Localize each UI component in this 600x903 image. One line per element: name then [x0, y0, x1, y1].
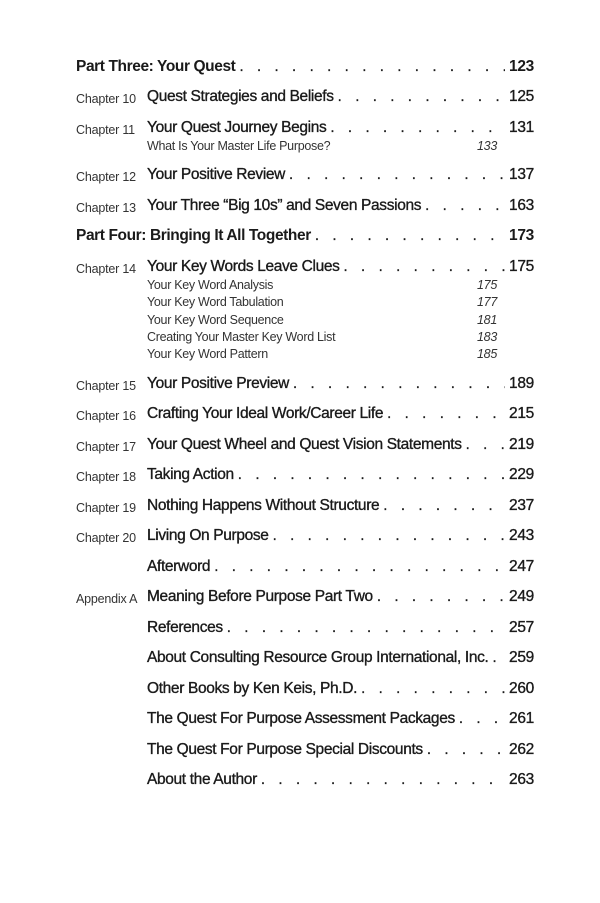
toc-dot-leader: [377, 588, 505, 602]
toc-subsection-page: 177: [477, 295, 497, 309]
toc-chapter-label: Chapter 12: [76, 170, 136, 184]
toc-subsection: [147, 278, 497, 295]
toc-entry-title: References: [147, 619, 223, 636]
toc-entry-line: [147, 558, 534, 580]
toc-chapter-label: Chapter 11: [76, 123, 135, 137]
toc-dot-leader: [293, 375, 505, 389]
toc-dot-leader: [361, 680, 505, 694]
toc-part-title: Part Four: Bringing It All Together: [76, 227, 311, 244]
toc-chapter-label: Chapter 17: [76, 440, 136, 454]
toc-page-number: 229: [509, 466, 534, 483]
toc-chapter-label: Chapter 15: [76, 379, 136, 393]
toc-entry-title: Other Books by Ken Keis, Ph.D.: [147, 680, 358, 697]
toc-entry-line: [147, 771, 534, 793]
toc-chapter-label: Chapter 13: [76, 201, 136, 215]
toc-page-number: 247: [509, 558, 534, 575]
toc-subsection-title: Creating Your Master Key Word List: [147, 330, 336, 344]
toc-subsection: [147, 313, 497, 330]
toc-chapter-title: Your Three “Big 10s” and Seven Passions: [147, 197, 422, 214]
toc-page-number: 260: [509, 680, 534, 697]
toc-page-number: 259: [509, 649, 534, 666]
toc-dot-leader: [273, 527, 505, 541]
toc-dot-leader: [387, 405, 505, 419]
toc-chapter-label: Chapter 18: [76, 470, 136, 484]
toc-chapter-title: Your Positive Preview: [147, 375, 289, 392]
toc-subsection-title: What Is Your Master Life Purpose?: [147, 139, 331, 153]
toc-page-number: 123: [509, 58, 534, 75]
toc-dot-leader: [492, 649, 505, 663]
toc-dot-leader: [227, 619, 505, 633]
toc-chapter-label: Appendix A: [76, 592, 138, 606]
toc-page-number: 262: [509, 741, 534, 758]
toc-entry-line: [147, 258, 534, 280]
toc-chapter-title: Nothing Happens Without Structure: [147, 497, 380, 514]
toc-page-number: 263: [509, 771, 534, 788]
toc-subsection: [147, 347, 497, 364]
toc-entry-line: [147, 741, 534, 763]
toc-chapter-label: Chapter 14: [76, 262, 136, 276]
toc-page-number: 137: [509, 166, 534, 183]
toc-subsection-title: Your Key Word Pattern: [147, 347, 268, 361]
toc-page-number: 243: [509, 527, 534, 544]
toc-subsection: [147, 295, 497, 312]
toc-subsection-page: 183: [477, 330, 497, 344]
toc-chapter-label: Chapter 19: [76, 501, 136, 515]
toc-page-number: 175: [509, 258, 534, 275]
toc-part-title: Part Three: Your Quest: [76, 58, 236, 75]
toc-page-number: 219: [509, 436, 534, 453]
toc-dot-leader: [289, 166, 505, 180]
toc-entry-title: The Quest For Purpose Assessment Packages: [147, 710, 455, 727]
toc-dot-leader: [214, 558, 505, 572]
toc-chapter-title: Your Positive Review: [147, 166, 286, 183]
toc-chapter-label: Chapter 16: [76, 409, 136, 423]
toc-subsection: [147, 330, 497, 347]
toc-dot-leader: [330, 119, 505, 133]
toc-dot-leader: [383, 497, 505, 511]
toc-chapter-title: Living On Purpose: [147, 527, 269, 544]
toc-entry-line: [147, 375, 534, 397]
toc-dot-leader: [238, 466, 505, 480]
toc-dot-leader: [315, 227, 505, 241]
toc-entry-line: [147, 497, 534, 519]
toc-page-number: 125: [509, 88, 534, 105]
toc-page-number: 261: [509, 710, 534, 727]
toc-entry-line: [147, 649, 534, 671]
toc-subsection-page: 185: [477, 347, 497, 361]
toc-page-number: 189: [509, 375, 534, 392]
toc-entry-title: About the Author: [147, 771, 257, 788]
toc-page-number: 215: [509, 405, 534, 422]
toc-page-number: 249: [509, 588, 534, 605]
toc-dot-leader: [239, 58, 505, 72]
toc-dot-leader: [459, 710, 505, 724]
toc-entry-line: [147, 88, 534, 110]
toc-dot-leader: [425, 197, 505, 211]
toc-entry-line: [147, 197, 534, 219]
toc-page-number: 163: [509, 197, 534, 214]
toc-subsection-page: 181: [477, 313, 497, 327]
toc-page-number: 173: [509, 227, 534, 244]
toc-dot-leader: [466, 436, 505, 450]
toc-dot-leader: [261, 771, 505, 785]
toc-entry-line: [147, 588, 534, 610]
toc-subsection-title: Your Key Word Tabulation: [147, 295, 284, 309]
toc-chapter-title: Taking Action: [147, 466, 234, 483]
toc-subsection-title: Your Key Word Sequence: [147, 313, 284, 327]
toc-chapter-title: Crafting Your Ideal Work/Career Life: [147, 405, 384, 422]
toc-chapter-label: Chapter 10: [76, 92, 136, 106]
toc-chapter-label: Chapter 20: [76, 531, 136, 545]
toc-entry-title: Afterword: [147, 558, 211, 575]
toc-entry-line: [147, 436, 534, 458]
toc-entry-line: [147, 680, 534, 702]
toc-entry-title: About Consulting Resource Group International, Inc.: [147, 649, 489, 666]
toc-entry-line: [147, 527, 534, 549]
toc-page-number: 237: [509, 497, 534, 514]
toc-chapter-title: Your Key Words Leave Clues: [147, 258, 340, 275]
toc-subsection-title: Your Key Word Analysis: [147, 278, 274, 292]
toc-page-number: 257: [509, 619, 534, 636]
toc-chapter-title: Meaning Before Purpose Part Two: [147, 588, 373, 605]
toc-dot-leader: [338, 88, 505, 102]
toc-entry-line: [147, 405, 534, 427]
toc-entry-line: [147, 166, 534, 188]
toc-entry-line: [147, 710, 534, 732]
toc-subsection: [147, 139, 497, 156]
toc-subsection-page: 133: [477, 139, 497, 153]
toc-entry-line: [147, 619, 534, 641]
toc-entry-title: The Quest For Purpose Special Discounts: [147, 741, 423, 758]
toc-subsection-page: 175: [477, 278, 497, 292]
toc-entry-line: [147, 119, 534, 141]
toc-entry-line: [76, 227, 534, 249]
toc-entry-line: [147, 466, 534, 488]
toc-chapter-title: Your Quest Wheel and Quest Vision Statements: [147, 436, 462, 453]
toc-dot-leader: [427, 741, 505, 755]
toc-dot-leader: [344, 258, 506, 272]
toc-chapter-title: Your Quest Journey Begins: [147, 119, 327, 136]
toc-entry-line: [76, 58, 534, 80]
toc-chapter-title: Quest Strategies and Beliefs: [147, 88, 334, 105]
toc-page-number: 131: [509, 119, 534, 136]
